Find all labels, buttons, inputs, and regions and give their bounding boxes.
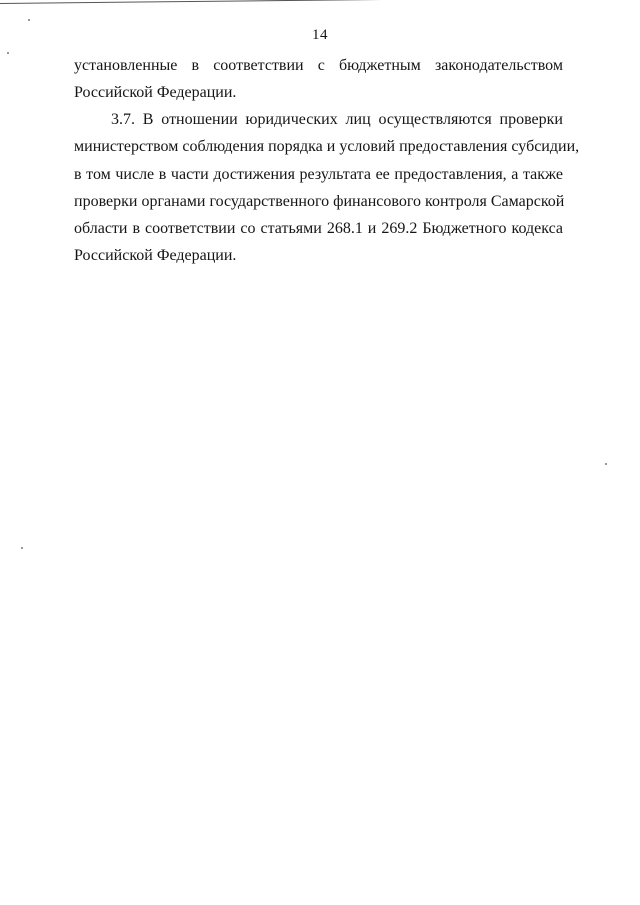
text-line: установленные в соответствии с бюджетным законодательством [74, 57, 563, 74]
scan-speck [7, 52, 9, 54]
text-line: 3.7. В отношении юридических лиц осуществляются проверки [111, 111, 563, 128]
scan-edge-line [0, 0, 388, 4]
text-line: Российской Федерации. [74, 247, 237, 265]
paragraph-1 [74, 52, 563, 107]
page-number: 14 [312, 27, 328, 43]
scan-speck [605, 463, 607, 465]
text-line: в том числе в части достижения результата ее предоставления, а также [74, 165, 563, 183]
text-line: проверки органами государственного финансового контроля Самарской [74, 192, 565, 210]
scan-speck [21, 547, 23, 549]
text-line: области в соответствии со статьями 268.1 и 269.2 Бюджетного кодекса [74, 220, 563, 238]
scan-speck [28, 19, 30, 21]
text-line: министерством соблюдения порядка и условий предоставления субсидии, [74, 138, 580, 156]
text-line: Российской Федерации. [74, 84, 237, 102]
paragraph-2 [74, 106, 580, 270]
